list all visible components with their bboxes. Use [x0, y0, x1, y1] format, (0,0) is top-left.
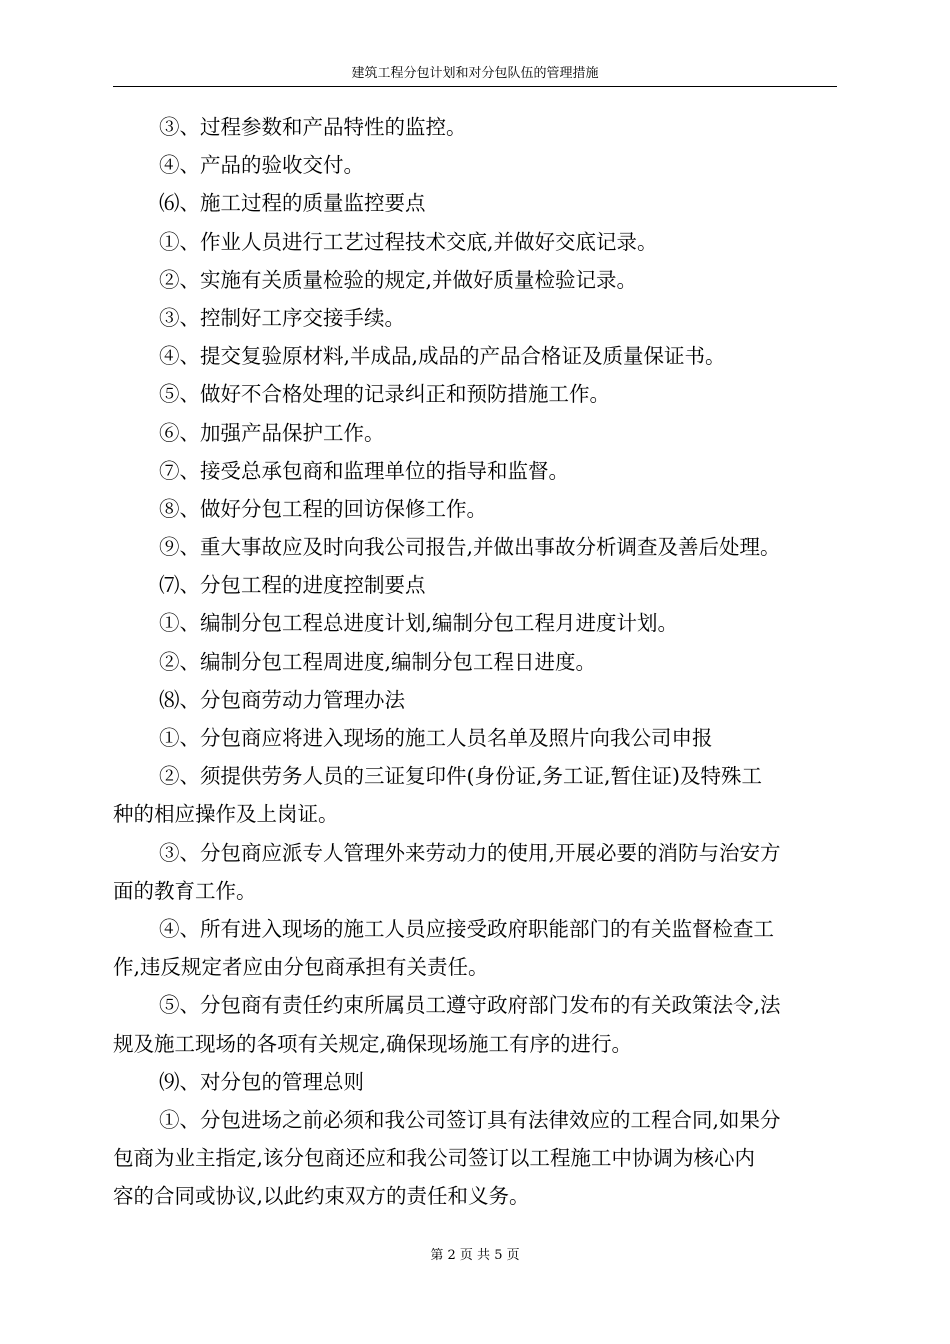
paragraph-line: 种的相应操作及上岗证。 [113, 802, 339, 827]
list-item-weekly-schedule: ②、编制分包工程周进度,编制分包工程日进度。 [159, 649, 597, 674]
list-item-quality-inspection: ②、实施有关质量检验的规定,并做好质量检验记录。 [159, 267, 638, 292]
paragraph-contract-signing [113, 1101, 840, 1216]
list-item-process-handover: ③、控制好工序交接手续。 [159, 305, 405, 330]
paragraph-government-inspection [113, 910, 840, 986]
list-item-nonconformity-handling: ⑤、做好不合格处理的记录纠正和预防措施工作。 [159, 382, 610, 407]
paragraph-regulation-compliance [113, 986, 840, 1062]
list-item-acceptance-delivery: ④、产品的验收交付。 [159, 153, 364, 178]
list-item-supervision: ⑦、接受总承包商和监理单位的指导和监督。 [159, 458, 569, 483]
paragraph-labor-certificates [113, 757, 840, 833]
paragraph-line: 包商为业主指定,该分包商还应和我公司签订以工程施工中协调为核心内 [113, 1146, 756, 1171]
paragraph-line: ⑤、分包商有责任约束所属员工遵守政府部门发布的有关政策法令,法 [159, 993, 781, 1018]
list-item-master-schedule: ①、编制分包工程总进度计划,编制分包工程月进度计划。 [159, 611, 679, 636]
section-heading-general-principles: ⑼、对分包的管理总则 [159, 1069, 364, 1094]
page-number: 第 2 页 共 5 页 [430, 1248, 520, 1263]
document-body [113, 108, 840, 1215]
list-item-technical-briefing: ①、作业人员进行工艺过程技术交底,并做好交底记录。 [159, 229, 658, 254]
paragraph-line: 规及施工现场的各项有关规定,确保现场施工有序的进行。 [113, 1031, 633, 1056]
list-item-personnel-report: ①、分包商应将进入现场的施工人员名单及照片向我公司申报 [159, 726, 713, 750]
paragraph-line: 容的合同或协议,以此约束双方的责任和义务。 [113, 1184, 530, 1209]
paragraph-line: ②、须提供劳务人员的三证复印件(身份证,务工证,暂住证)及特殊工 [159, 764, 763, 789]
section-heading-labor-management: ⑻、分包商劳动力管理办法 [159, 687, 405, 712]
paragraph-line: ③、分包商应派专人管理外来劳动力的使用,开展必要的消防与治安方 [159, 840, 781, 865]
paragraph-line: 作,违反规定者应由分包商承担有关责任。 [113, 955, 489, 980]
list-item-material-certificates: ④、提交复验原材料,半成品,成品的产品合格证及质量保证书。 [159, 344, 726, 369]
section-heading-quality-control: ⑹、施工过程的质量监控要点 [159, 191, 426, 216]
paragraph-line: ④、所有进入现场的施工人员应接受政府职能部门的有关监督检查工 [159, 916, 774, 941]
paragraph-line: ①、分包进场之前必须和我公司签订具有法律效应的工程合同,如果分 [159, 1107, 781, 1132]
list-item-process-monitoring: ③、过程参数和产品特性的监控。 [159, 115, 467, 139]
list-item-accident-reporting: ⑨、重大事故应及时向我公司报告,并做出事故分析调查及善后处理。 [159, 535, 781, 560]
header-divider [113, 86, 837, 87]
paragraph-labor-supervision [113, 834, 840, 910]
section-heading-schedule-control: ⑺、分包工程的进度控制要点 [159, 573, 426, 598]
list-item-warranty-visits: ⑧、做好分包工程的回访保修工作。 [159, 496, 487, 521]
paragraph-line: 面的教育工作。 [113, 878, 257, 903]
list-item-product-protection: ⑥、加强产品保护工作。 [159, 420, 385, 445]
page-header: 建筑工程分包计划和对分包队伍的管理措施 [351, 66, 599, 81]
